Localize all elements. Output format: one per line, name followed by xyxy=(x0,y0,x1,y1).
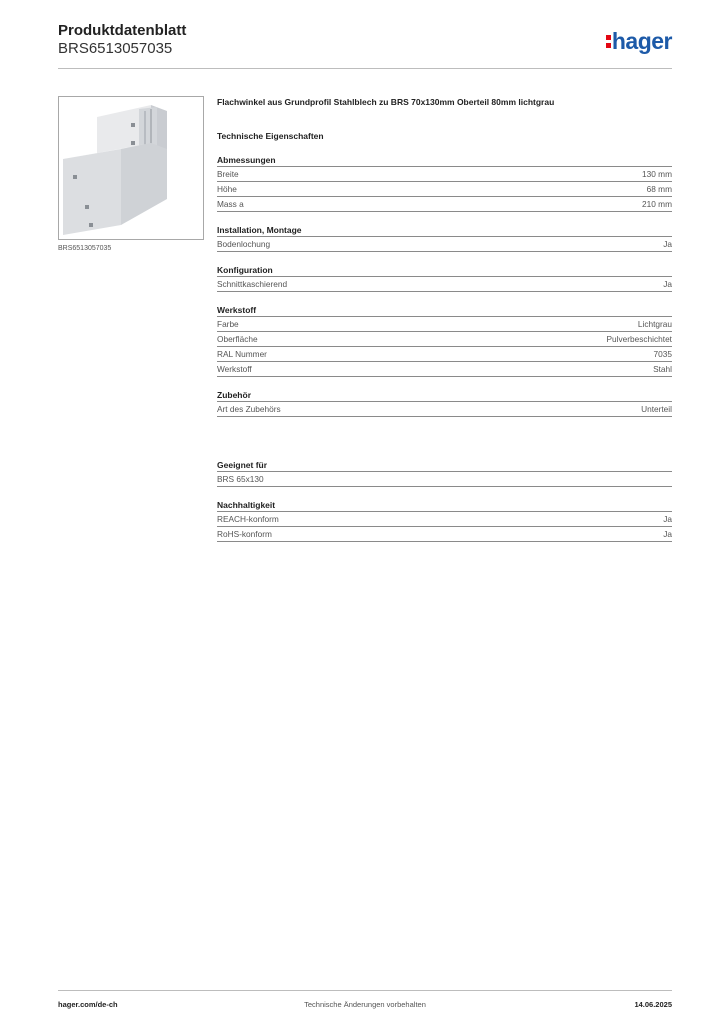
section-sustainability xyxy=(217,500,672,542)
property-row xyxy=(217,472,672,487)
logo-dots-icon xyxy=(606,34,611,50)
property-value: Ja xyxy=(663,514,672,524)
footer-notice: Technische Änderungen vorbehalten xyxy=(304,1000,426,1009)
section-title: Geeignet für xyxy=(217,460,268,470)
header-divider xyxy=(58,68,672,69)
property-row xyxy=(217,237,672,252)
product-description: Flachwinkel aus Grundprofil Stahlblech zu BRS 70x130mm Oberteil 80mm lichtgrau xyxy=(217,97,555,107)
property-label: BRS 65x130 xyxy=(217,474,264,484)
property-row xyxy=(217,512,672,527)
property-row xyxy=(217,347,672,362)
technical-properties-heading: Technische Eigenschaften xyxy=(217,131,324,141)
property-row xyxy=(217,332,672,347)
page-header xyxy=(58,20,672,68)
section-configuration xyxy=(217,265,672,292)
property-label: Werkstoff xyxy=(217,364,252,374)
footer-date: 14.06.2025 xyxy=(634,1000,672,1009)
property-value: Ja xyxy=(663,239,672,249)
product-image xyxy=(58,96,204,240)
property-value: 210 mm xyxy=(642,199,672,209)
document-title: Produktdatenblatt xyxy=(58,22,187,39)
property-row xyxy=(217,402,672,417)
section-accessories xyxy=(217,390,672,417)
page-footer xyxy=(58,990,672,1011)
property-label: Art des Zubehörs xyxy=(217,404,281,414)
property-value: Pulverbeschichtet xyxy=(606,334,672,344)
property-row xyxy=(217,362,672,377)
property-label: RAL Nummer xyxy=(217,349,267,359)
property-label: REACH-konform xyxy=(217,514,279,524)
property-label: Bodenlochung xyxy=(217,239,271,249)
property-row xyxy=(217,317,672,332)
property-label: Mass a xyxy=(217,199,244,209)
logo-text: hager xyxy=(611,28,672,54)
section-title: Abmessungen xyxy=(217,155,276,165)
section-material xyxy=(217,305,672,377)
product-details xyxy=(217,96,672,542)
section-title: Installation, Montage xyxy=(217,225,302,235)
section-title: Zubehör xyxy=(217,390,251,400)
property-row xyxy=(217,197,672,212)
hager-logo xyxy=(606,28,672,55)
property-value: 68 mm xyxy=(646,184,672,194)
section-dimensions xyxy=(217,155,672,212)
property-row xyxy=(217,277,672,292)
section-installation xyxy=(217,225,672,252)
product-image-caption: BRS6513057035 xyxy=(58,245,112,252)
section-title: Konfiguration xyxy=(217,265,273,275)
property-value: Unterteil xyxy=(641,404,672,414)
property-label: RoHS-konform xyxy=(217,529,272,539)
section-title: Nachhaltigkeit xyxy=(217,500,276,510)
property-value: 130 mm xyxy=(642,169,672,179)
property-value: Ja xyxy=(663,279,672,289)
property-label: Schnittkaschierend xyxy=(217,279,288,289)
property-label: Höhe xyxy=(217,184,237,194)
property-row xyxy=(217,167,672,182)
section-title: Werkstoff xyxy=(217,305,257,315)
property-value: Lichtgrau xyxy=(637,319,672,329)
property-label: Oberfläche xyxy=(217,334,258,344)
property-row xyxy=(217,182,672,197)
footer-website-link[interactable]: hager.com/de-ch xyxy=(58,1000,118,1009)
property-label: Farbe xyxy=(217,319,239,329)
property-value: Ja xyxy=(663,529,672,539)
property-value: 7035 xyxy=(653,349,672,359)
section-suitable-for xyxy=(217,460,672,487)
property-row xyxy=(217,527,672,542)
flat-angle-duct-image-icon xyxy=(59,97,203,239)
document-subtitle: BRS6513057035 xyxy=(58,40,173,57)
property-value: Stahl xyxy=(653,364,672,374)
property-label: Breite xyxy=(217,169,239,179)
